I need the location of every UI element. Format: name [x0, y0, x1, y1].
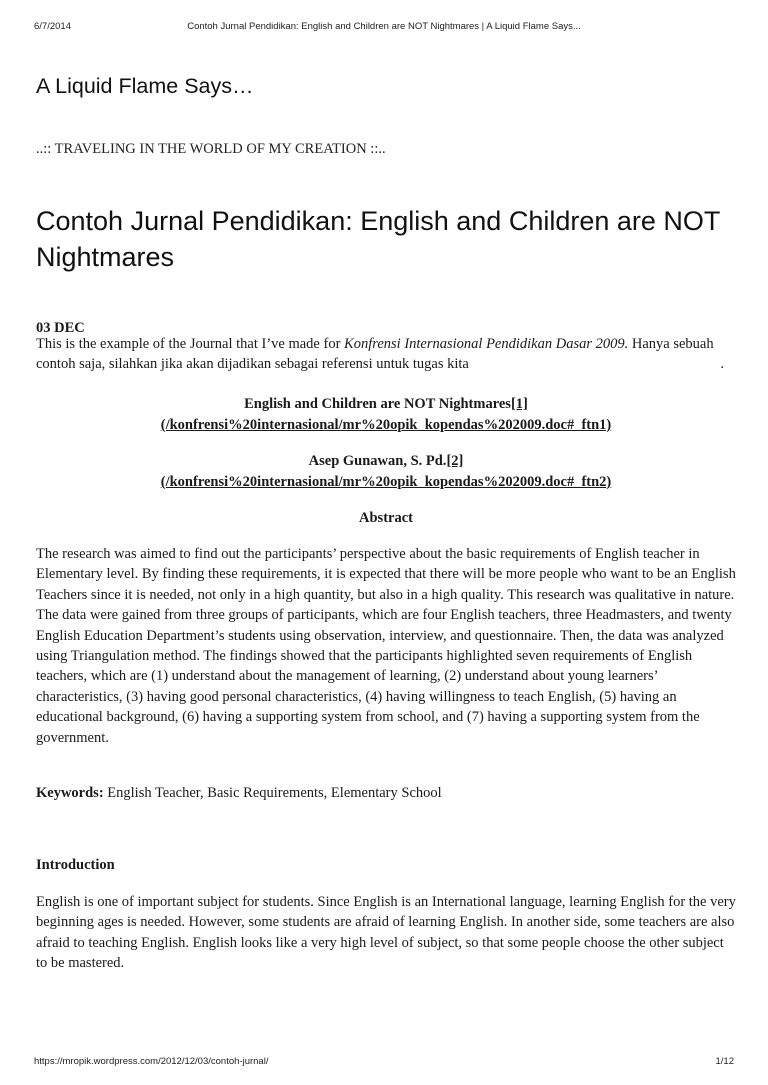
site-title[interactable]: A Liquid Flame Says…: [36, 74, 254, 98]
article-title-text: English and Children are NOT Nightmares: [244, 396, 511, 412]
keywords: [36, 783, 736, 803]
author-name: Asep Gunawan, S. Pd.: [308, 453, 447, 469]
site-description: ..:: TRAVELING IN THE WORLD OF MY CREATION ::..: [36, 141, 386, 157]
post-title: Contoh Jurnal Pendidikan: English and Children are NOT Nightmares: [36, 206, 720, 272]
footnote-url-2[interactable]: (/konfrensi%20internasional/mr%20opik_kopendas%202009.doc#_ftn2): [160, 474, 612, 490]
footnote-link-1[interactable]: [1]: [510, 396, 528, 412]
print-page-title: Contoh Jurnal Pendidikan: English and Children are NOT Nightmares | A Liquid Flame Says...: [187, 21, 581, 32]
introduction-heading: Introduction: [36, 857, 115, 873]
article-title: [36, 394, 736, 436]
page-number: 1/12: [715, 1056, 734, 1067]
abstract-heading: Abstract: [359, 510, 413, 526]
keywords-text: English Teacher, Basic Requirements, Elementary School: [103, 785, 442, 801]
keywords-label: Keywords:: [36, 785, 104, 801]
post-date: 03 DEC: [36, 320, 85, 336]
abstract-text: The research was aimed to find out the participants’ perspective about the basic requirements of English teacher in Elementary level. By finding these requirements, it is expected that there will be more people who want to be an English Teachers since it is needed, not only in a high quantity, but also in a high quality. This research was qualitative in nature. The data were gained from three groups of participants, which are four English teachers, three Headmasters, and twenty English Education Department’s students using observation, interview, and questionnaire. Then, the data was analyzed using Triangulation method. The findings showed that the participants highlighted seven requirements of English teachers, which are (1) understand about the management of learning, (2) understand about young learners’ characteristics, (3) having good personal characteristics, (4) having willingness to teach English, (5) having an educational background, (6) having a supporting system from school, and (7) having a supporting system from the government.: [36, 546, 736, 746]
post-intro: [36, 334, 736, 375]
page-url: https://mropik.wordpress.com/2012/12/03/contoh-jurnal/: [34, 1056, 269, 1067]
footnote-link-2[interactable]: [2]: [446, 453, 464, 469]
intro-italic: Konfrensi Internasional Pendidikan Dasar 2009.: [344, 336, 629, 352]
footnote-url-1[interactable]: (/konfrensi%20internasional/mr%20opik_kopendas%202009.doc#_ftn1): [160, 417, 612, 433]
article-author: [36, 451, 736, 493]
print-date: 6/7/2014: [34, 21, 71, 32]
intro-start: This is the example of the Journal that I’ve made for: [36, 336, 345, 352]
intro-tail: .: [720, 356, 724, 373]
introduction-text: English is one of important subject for students. Since English is an International language, learning English for the very beginning ages is needed. However, some students are afraid of learning English. In another side, some teachers are also afraid to teaching English. English looks like a very high level of subject, so that some people choose the other subject to be mastered.: [36, 894, 736, 972]
intro-end: Hanya sebuah contoh saja, silahkan jika akan dijadikan sebagai referensi untuk tugas kita: [36, 336, 714, 373]
